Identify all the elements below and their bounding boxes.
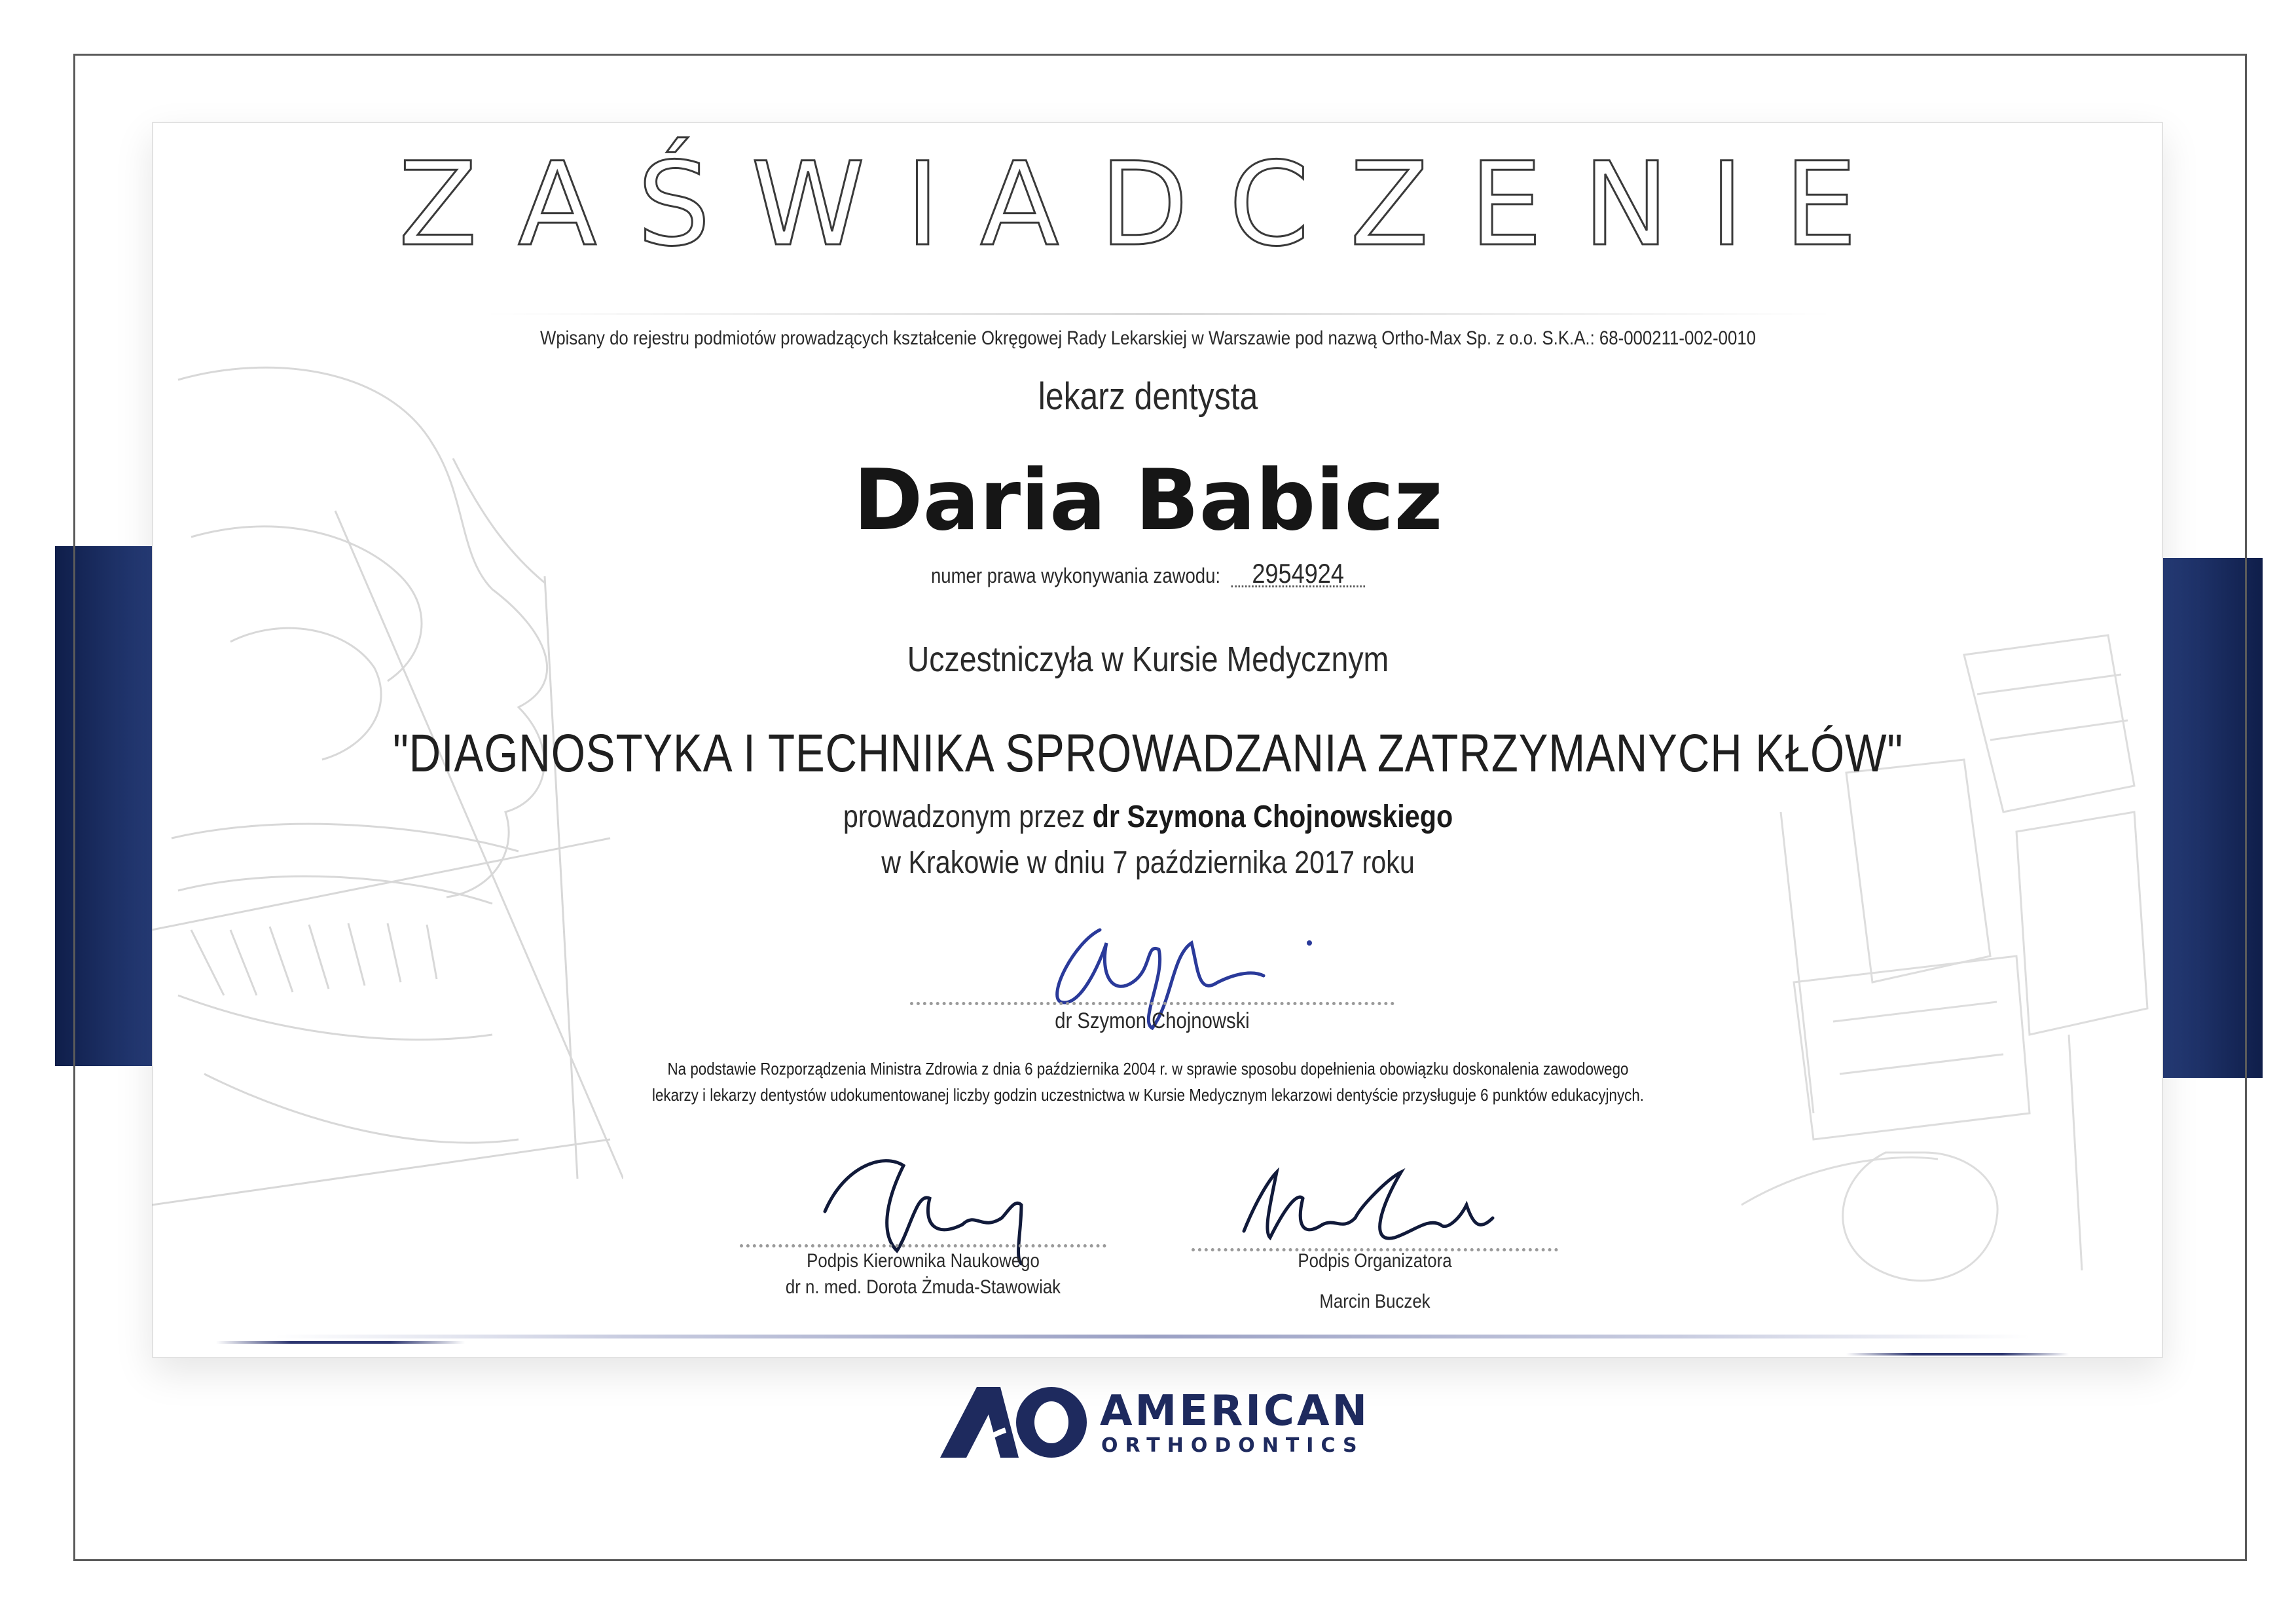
scientific-head-signature-line xyxy=(740,1244,1106,1247)
brand-word-orthodontics: ORTHODONTICS xyxy=(1101,1434,1364,1457)
brand-word-american: AMERICAN xyxy=(1100,1387,1370,1435)
led-by-name: dr Szymona Chojnowskiego xyxy=(1092,800,1453,834)
license-number: 2954924 xyxy=(1231,562,1365,587)
bottom-swoosh-left xyxy=(216,1341,465,1344)
title-underline xyxy=(484,313,1833,315)
led-by-prefix: prowadzonym przez xyxy=(843,800,1085,834)
participation-text: Uczestniczyła w Kursie Medycznym xyxy=(907,640,1389,679)
organizer-name: Marcin Buczek xyxy=(1319,1291,1430,1312)
organizer-label: Podpis Organizatora xyxy=(1298,1250,1452,1272)
led-by-line xyxy=(160,799,2135,835)
certificate-title: ZAŚWIADCZENIE xyxy=(398,138,1898,272)
legal-line-1: Na podstawie Rozporządzenia Ministra Zdrowia z dnia 6 października 2004 r. w sprawie sposobu dopełnienia obowiązku doskonalenia zawodowego xyxy=(667,1059,1629,1079)
dental-bracket-sketch-illustration xyxy=(1715,616,2160,1323)
scientific-head-block xyxy=(765,1248,1081,1301)
scientific-head-name: dr n. med. Dorota Żmuda-Stawowiak xyxy=(785,1276,1061,1298)
bottom-swoosh-right xyxy=(1846,1353,2069,1356)
recipient-name: Daria Babicz xyxy=(853,452,1443,549)
legal-line-2: lekarzy i lekarzy dentystów udokumentowanej liczby godzin uczestnictwa w Kursie Medycznym lekarzowi dentyście przysługuje 6 punktów edukacyjnych. xyxy=(652,1085,1644,1105)
course-title: "DIAGNOSTYKA I TECHNIKA SPROWADZANIA ZATRZYMANYCH KŁÓW" xyxy=(392,724,1904,783)
scientific-head-label: Podpis Kierownika Naukowego xyxy=(807,1250,1040,1272)
recipient-role: lekarz dentysta xyxy=(1038,375,1258,418)
lecturer-signature-line xyxy=(910,1002,1394,1005)
american-orthodontics-logo-icon xyxy=(940,1384,1091,1460)
bottom-swoosh-center xyxy=(275,1335,2030,1338)
lecturer-name: dr Szymon Chojnowski xyxy=(1055,1008,1250,1033)
license-row xyxy=(160,558,2135,589)
place-and-date: w Krakowie w dniu 7 października 2017 roku xyxy=(881,845,1415,880)
organizer-block xyxy=(1217,1248,1533,1315)
legal-note xyxy=(160,1056,2135,1108)
registry-note: Wpisany do rejestru podmiotów prowadzących kształcenie Okręgowej Rady Lekarskiej w Warszawie pod nazwą Ortho-Max Sp. z o.o. S.K.A.: 68-000211-002-0010 xyxy=(539,327,1757,349)
license-label: numer prawa wykonywania zawodu: xyxy=(930,564,1221,587)
